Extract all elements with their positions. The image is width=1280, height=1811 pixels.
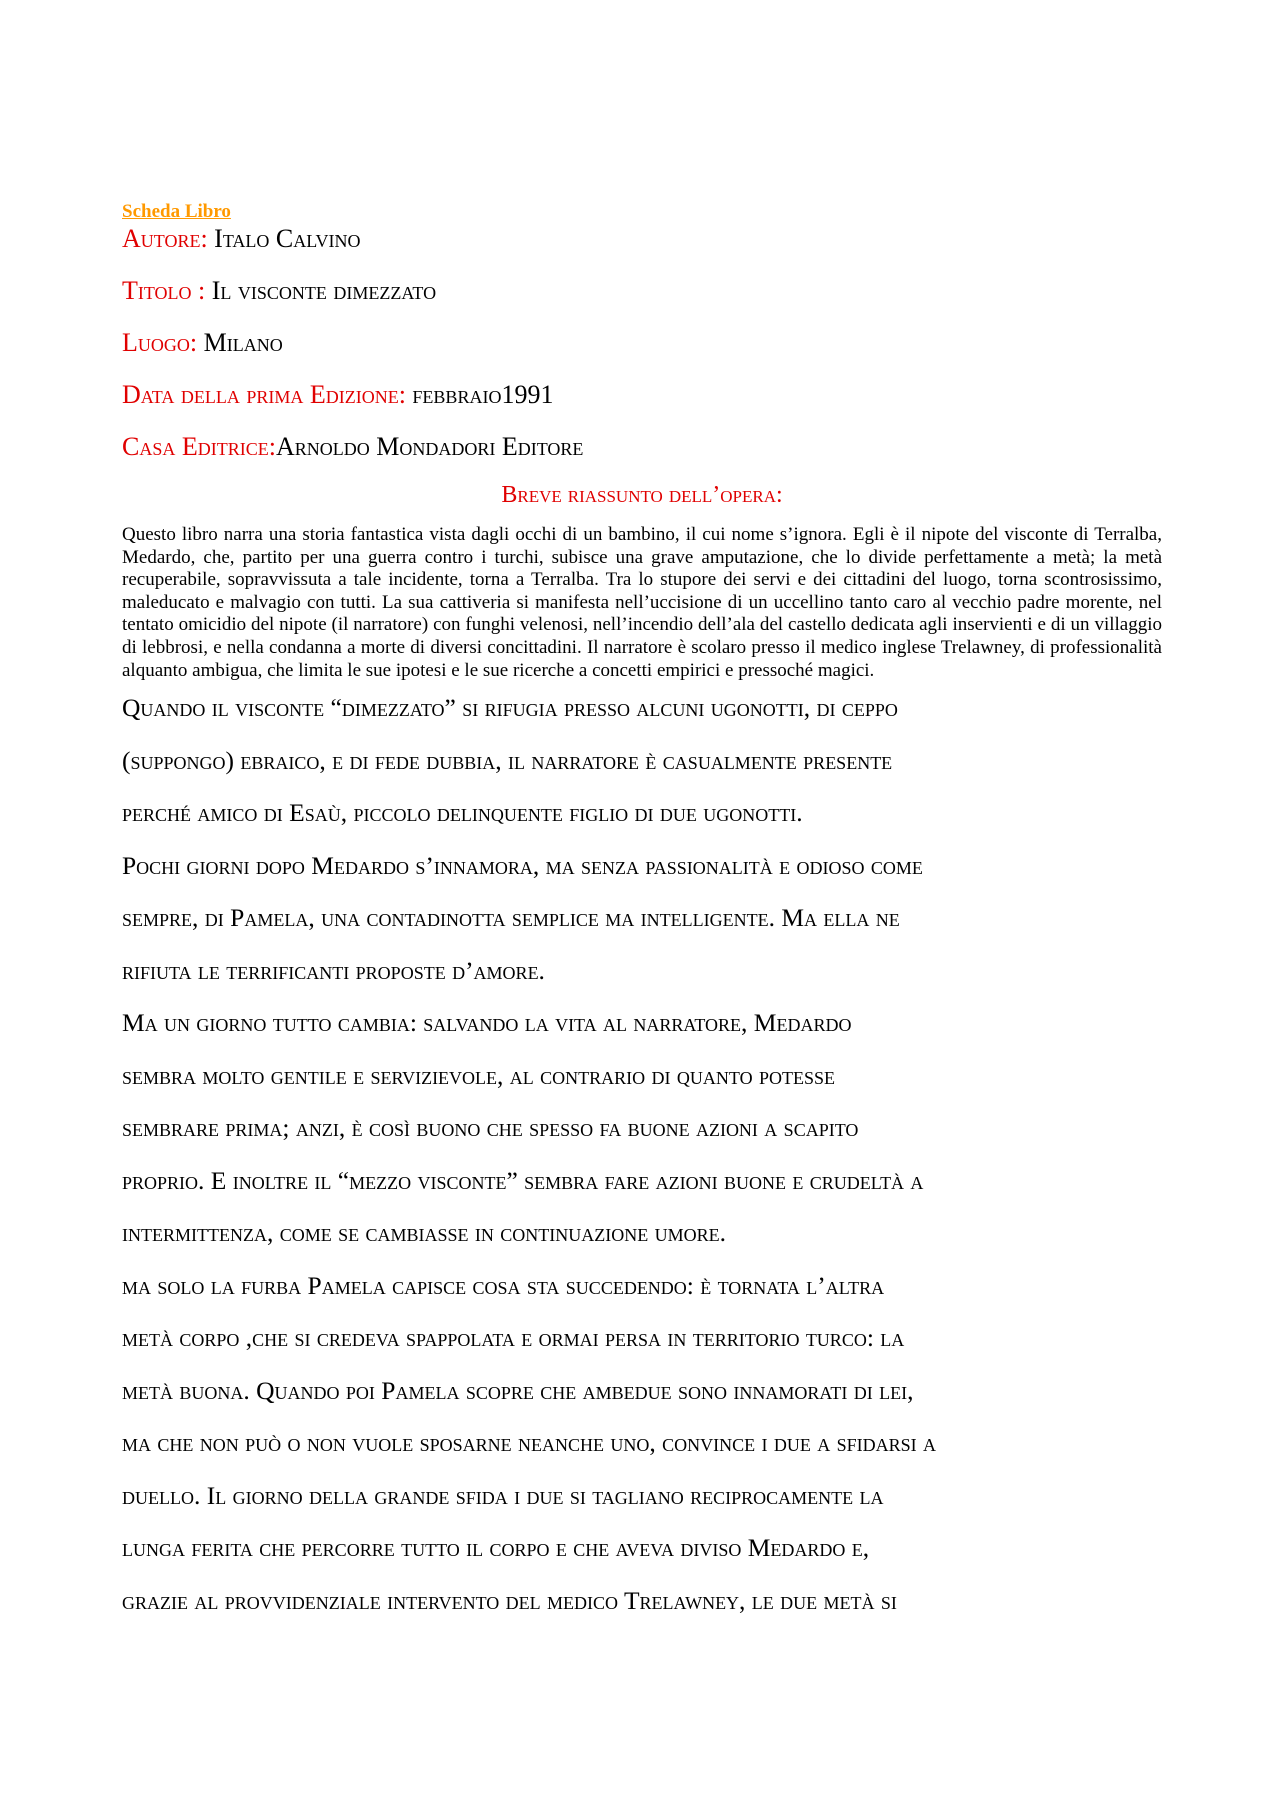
body-line: ma che non può o non vuole sposarne neanche uno, convince i due a sfidarsi a [122, 1428, 937, 1458]
body-line: Quando il visconte “dimezzato” si rifugia presso alcuni ugonotti, di ceppo [122, 693, 898, 723]
field-casa-editrice [122, 432, 1162, 462]
field-label: Data della prima Edizione: [122, 380, 406, 409]
field-value: Milano [197, 328, 283, 357]
section-title: Breve riassunto dell’opera: [501, 482, 783, 508]
body-line: metà buona. Quando poi Pamela scopre che ambedue sono innamorati di lei, [122, 1375, 914, 1405]
body-line: grazie al provvidenziale intervento del medico Trelawney, le due metà si [122, 1585, 897, 1615]
scheda-libro-link[interactable]: Scheda Libro [122, 201, 231, 222]
summary-paragraph: Questo libro narra una storia fantastica vista dagli occhi di un bambino, il cui nome s’ignora. Egli è il nipote del visconte di Terralba, Medardo, che, partito per una guerra contro i turchi, subisce una grave amputazione, che lo divide perfettamente a metà; la metà recuperabile, sopravvissuta a tale incidente, torna a Terralba. Tra lo stupore dei servi e dei cittadini del luogo, torna scontrosissimo, maleducato e malvagio con tutti. La sua cattiveria si manifesta nell’uccisione di un uccellino tanto caro al vecchio padre morente, nel tentato omicidio del nipote (il narratore) con funghi velenosi, nell’incendio dell’ala del castello dedicata agli inservienti e di un villaggio di lebbrosi, e nella condanna a morte di diversi concittadini. Il narratore è scolaro presso il medico inglese Trelawney, di professionalità alquanto ambigua, che limita le sue ipotesi e le sue ricerche a concetti empirici e pressoché magici. [122, 524, 1162, 681]
field-luogo [122, 328, 1162, 358]
body-line: sempre, di Pamela, una contadinotta semplice ma intelligente. Ma ella ne [122, 903, 900, 933]
body-line: sembrare prima; anzi, è così buono che spesso fa buone azioni a scapito [122, 1113, 859, 1143]
body-line: Ma un giorno tutto cambia: salvando la vita al narratore, Medardo [122, 1008, 852, 1038]
body-line: duello. Il giorno della grande sfida i due si tagliano reciprocamente la [122, 1480, 884, 1510]
field-label: Casa Editrice: [122, 432, 276, 461]
field-autore [122, 224, 1162, 254]
body-line: Pochi giorni dopo Medardo s’innamora, ma senza passionalità e odioso come [122, 850, 923, 880]
field-value: Il visconte dimezzato [205, 276, 437, 305]
field-value: Arnoldo Mondadori Editore [275, 432, 584, 461]
field-label: Luogo: [122, 328, 198, 357]
field-value: febbraio1991 [405, 380, 554, 409]
field-value: Italo Calvino [207, 224, 361, 253]
body-line: proprio. E inoltre il “mezzo visconte” sembra fare azioni buone e crudeltà a [122, 1165, 924, 1195]
caps-body [122, 682, 1162, 1627]
body-line: intermittenza, come se cambiasse in continuazione umore. [122, 1218, 726, 1248]
document-page [122, 200, 1162, 1627]
field-titolo [122, 276, 1162, 306]
body-line: lunga ferita che percorre tutto il corpo e che aveva diviso Medardo e, [122, 1533, 870, 1563]
body-line: ma solo la furba Pamela capisce cosa sta succedendo: è tornata l’altra [122, 1270, 885, 1300]
body-line: (suppongo) ebraico, e di fede dubbia, il narratore è casualmente presente [122, 745, 893, 775]
field-label: Titolo : [122, 276, 206, 305]
body-line: sembra molto gentile e servizievole, al contrario di quanto potesse [122, 1060, 835, 1090]
field-label: Autore: [122, 224, 208, 253]
body-line: metà corpo ,che si credeva spappolata e ormai persa in territorio turco: la [122, 1323, 905, 1353]
body-line: rifiuta le terrificanti proposte d’amore. [122, 955, 545, 985]
field-data [122, 380, 1162, 410]
body-line: perché amico di Esaù, piccolo delinquente figlio di due ugonotti. [122, 798, 803, 828]
